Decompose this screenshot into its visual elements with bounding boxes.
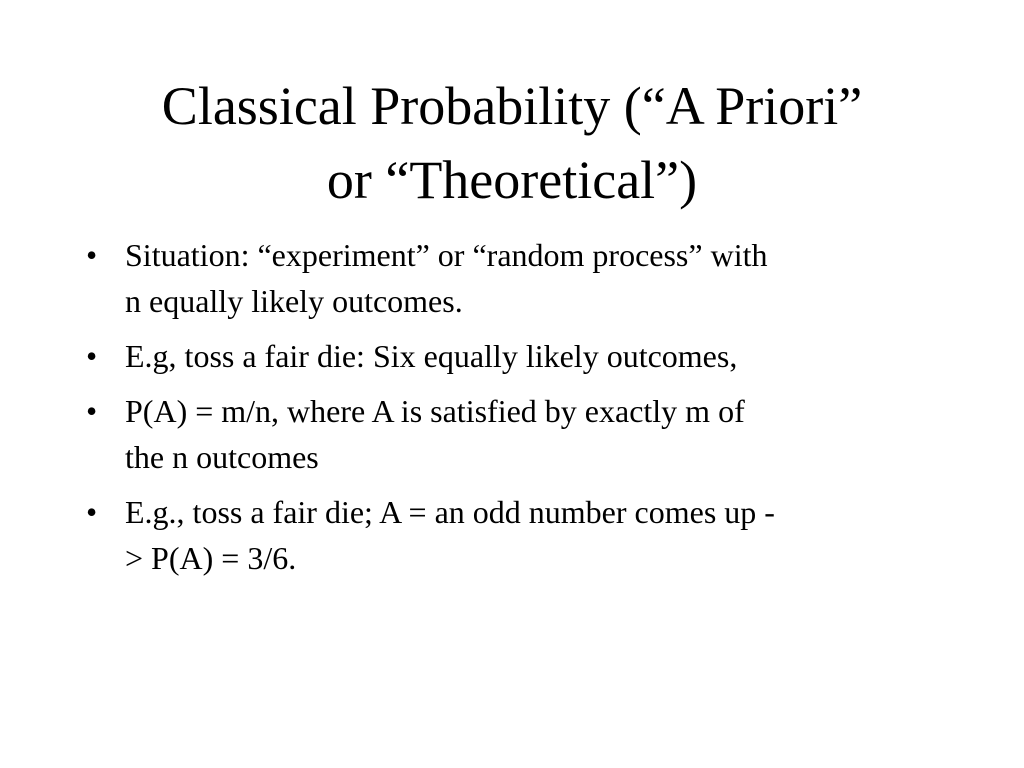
bullet-icon: • <box>86 393 98 429</box>
bullet-icon: • <box>86 494 98 530</box>
bullet-text-line: > P(A) = 3/6. <box>125 540 297 576</box>
bullet-list <box>86 232 946 590</box>
bullet-text-line: E.g, toss a fair die: Six equally likely outcomes, <box>125 338 738 374</box>
slide-title <box>70 69 954 217</box>
bullet-text-line: n equally likely outcomes. <box>125 283 463 319</box>
slide-title-line: or “Theoretical”) <box>326 150 698 210</box>
bullet-text-line: the n outcomes <box>125 439 319 475</box>
bullet-icon: • <box>86 338 98 374</box>
bullet-icon: • <box>86 237 98 273</box>
slide-title-line: Classical Probability (“A Priori” <box>161 76 863 136</box>
bullet-text-line: P(A) = m/n, where A is satisfied by exactly m of <box>125 393 745 429</box>
bullet-text-line: E.g., toss a fair die; A = an odd number comes up - <box>125 494 775 530</box>
bullet-item <box>86 489 946 581</box>
bullet-item <box>86 333 946 379</box>
bullet-item <box>86 388 946 480</box>
bullet-text-line: Situation: “experiment” or “random process” with <box>125 237 768 273</box>
bullet-item <box>86 232 946 324</box>
